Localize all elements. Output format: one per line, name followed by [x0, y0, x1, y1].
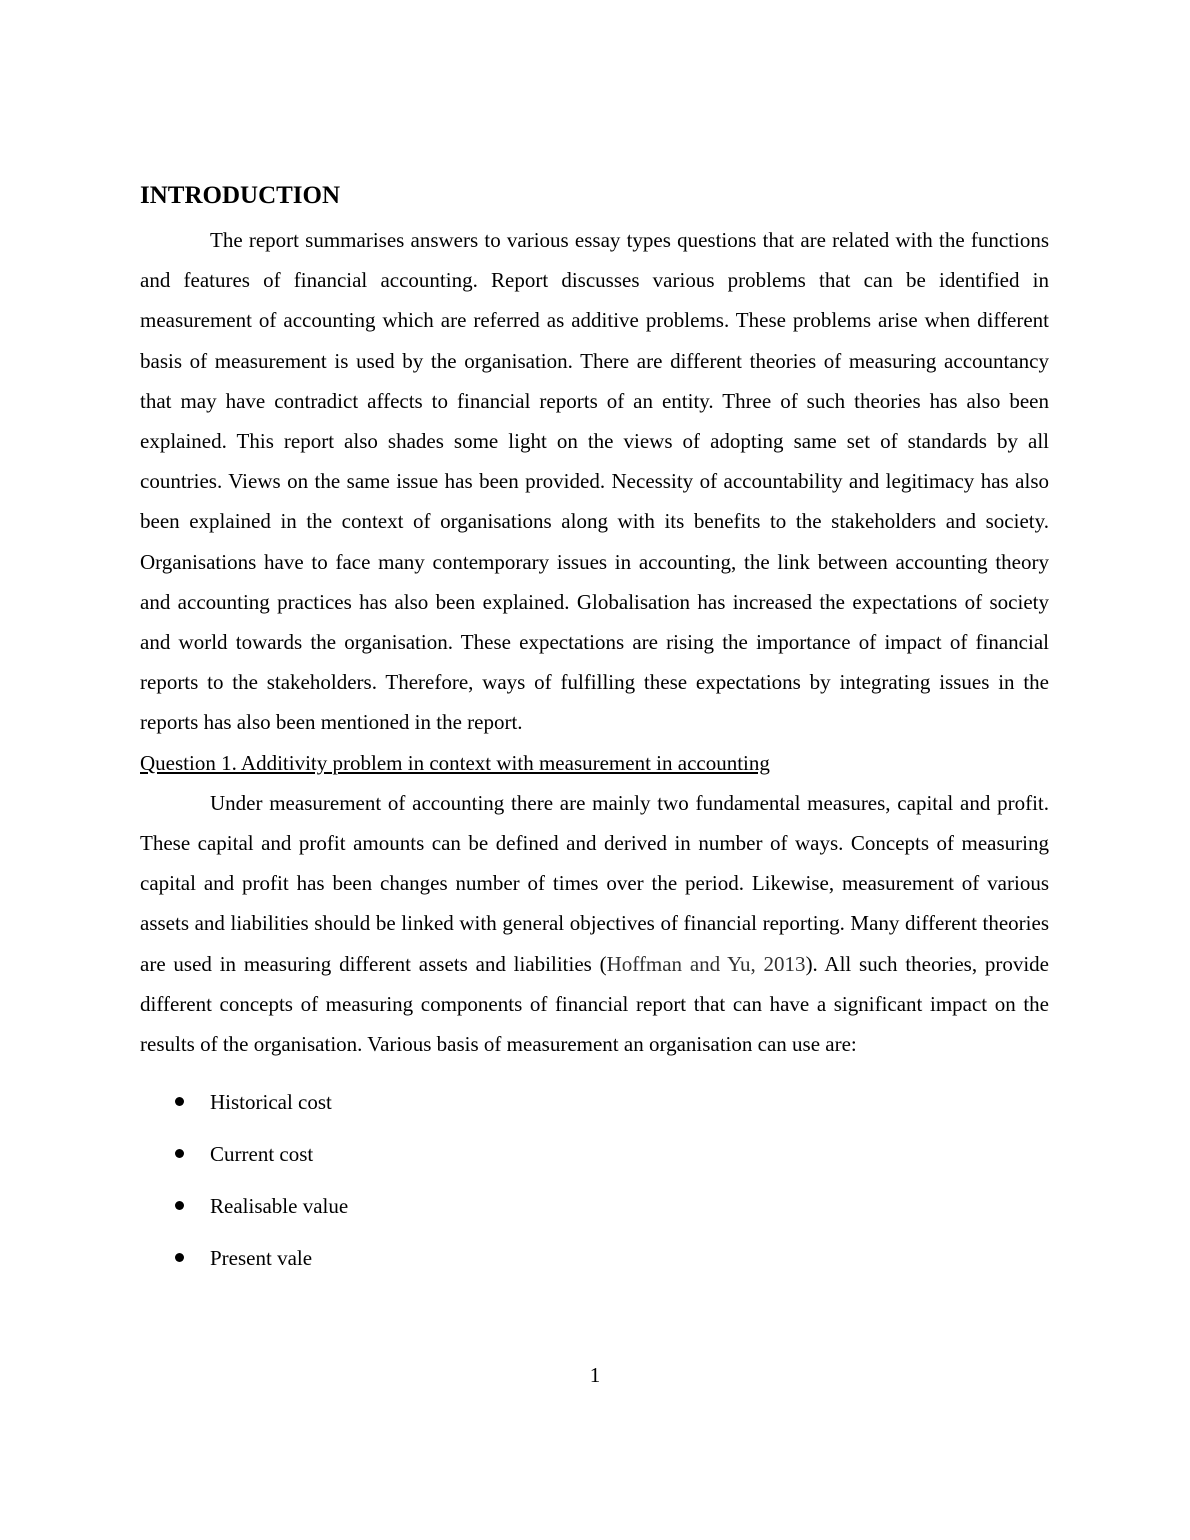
document-page: [140, 178, 1049, 1284]
question-1-title: Question 1. Additivity problem in context with measurement in accounting: [140, 750, 770, 775]
list-item: [140, 1180, 1049, 1232]
bullet-icon: [175, 1097, 184, 1106]
intro-paragraph: The report summarises answers to various essay types questions that are related with the functions and features of financial accounting. Report discusses various problems that can be identified in measurement of accounting which are referred as additive problems. These problems arise when different basis of measurement is used by the organisation. There are different theories of measuring accountancy that may have contradict affects to financial reports of an entity. Three of such theories has also been explained. This report also shades some light on the views of adopting same set of standards by all countries. Views on the same issue has been provided. Necessity of accountability and legitimacy has also been explained in the context of organisations along with its benefits to the stakeholders and society. Organisations have to face many contemporary issues in accounting, the link between accounting theory and accounting practices has also been explained. Globalisation has increased the expectations of society and world towards the organisation. These expectations are rising the importance of impact of financial reports to the stakeholders. Therefore, ways of fulfilling these expectations by integrating issues in the reports has also been mentioned in the report.: [140, 228, 1049, 735]
list-item-label: Historical cost: [210, 1090, 332, 1115]
list-item-label: Realisable value: [210, 1194, 349, 1219]
bullet-icon: [175, 1201, 184, 1210]
list-item-label: Present vale: [210, 1246, 313, 1271]
list-item: [140, 1232, 1049, 1284]
list-item: [140, 1128, 1049, 1180]
list-item: [140, 1076, 1049, 1128]
measurement-basis-list: [140, 1076, 1049, 1284]
question-1-paragraph-part1: Under measurement of accounting there are mainly two fundamental measures, capital and profit. These capital and profit amounts can be defined and derived in number of ways. Concepts of measuring capital and profit has been changes number of times over the period. Likewise, measurement of various assets and liabilities should be linked with general objectives of financial reporting. Many different theories are used in measuring different assets and liabilities (: [140, 790, 1049, 976]
bullet-icon: [175, 1149, 184, 1158]
citation-hoffman-yu: Hoffman and Yu, 2013: [606, 951, 806, 976]
question-1-paragraph-part2: ). All such theories, provide different concepts of measuring components of financial report that can have a significant impact on the results of the organisation. Various basis of measurement an organisation can use are:: [140, 951, 1050, 1057]
list-item-label: Current cost: [210, 1142, 314, 1167]
bullet-icon: [175, 1253, 184, 1262]
section-heading-introduction: INTRODUCTION: [140, 182, 341, 209]
page-number: 1: [589, 1363, 601, 1387]
question-1-paragraph: [140, 783, 1049, 1064]
